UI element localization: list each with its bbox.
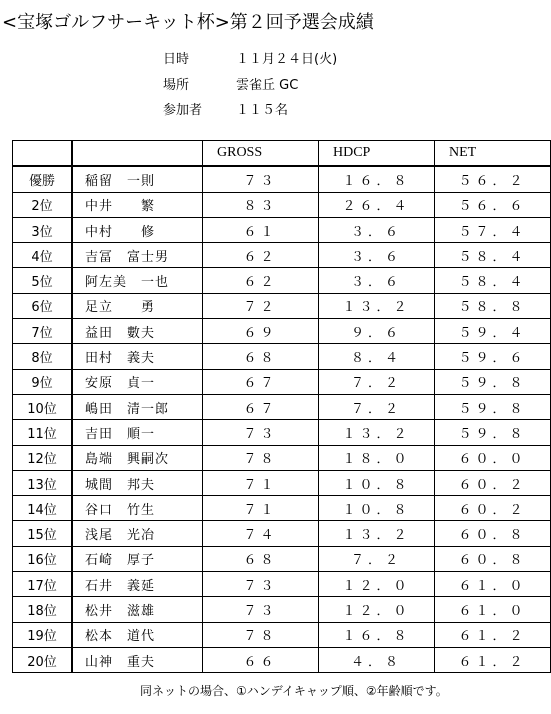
table-row <box>13 622 551 647</box>
name-cell: 嶋田 清一郎 <box>72 394 203 419</box>
gross-cell: ６８ <box>203 344 319 369</box>
net-cell: ６０．８ <box>435 521 551 546</box>
name-cell: 吉田 順一 <box>72 420 203 445</box>
rank-cell: 優勝 <box>13 166 73 192</box>
gross-cell: ６９ <box>203 319 319 344</box>
table-row <box>13 597 551 622</box>
rank-cell: 10位 <box>13 394 73 419</box>
net-cell: ５９．４ <box>435 319 551 344</box>
hdcp-cell: １０．８ <box>319 496 435 521</box>
gross-cell: ７３ <box>203 597 319 622</box>
name-cell: 谷口 竹生 <box>72 496 203 521</box>
gross-cell: ７２ <box>203 293 319 318</box>
net-cell: ６１．０ <box>435 572 551 597</box>
gross-cell: ７８ <box>203 622 319 647</box>
net-cell: ６０．０ <box>435 445 551 470</box>
results-table <box>12 140 551 673</box>
table-row <box>13 521 551 546</box>
name-cell: 中村 修 <box>72 217 203 242</box>
name-cell: 田村 義夫 <box>72 344 203 369</box>
header-row <box>13 141 551 167</box>
rank-cell: 9位 <box>13 369 73 394</box>
gross-cell: ６２ <box>203 243 319 268</box>
participants-value: １１５名 <box>236 103 289 118</box>
net-cell: ５９．６ <box>435 344 551 369</box>
hdcp-cell: １３．２ <box>319 293 435 318</box>
name-cell: 中井 繁 <box>72 192 203 217</box>
header-hdcp: HDCP <box>319 141 435 167</box>
hdcp-cell: ３．６ <box>319 243 435 268</box>
net-cell: ６１．２ <box>435 622 551 647</box>
name-cell: 島端 興嗣次 <box>72 445 203 470</box>
net-cell: ６０．２ <box>435 470 551 495</box>
results-body <box>13 166 551 672</box>
table-row <box>13 243 551 268</box>
name-cell: 石井 義延 <box>72 572 203 597</box>
rank-cell: 18位 <box>13 597 73 622</box>
rank-cell: 11位 <box>13 420 73 445</box>
hdcp-cell: ２６．４ <box>319 192 435 217</box>
gross-cell: ７８ <box>203 445 319 470</box>
header-net: NET <box>435 141 551 167</box>
date-value: １１月２４日(火) <box>236 52 338 67</box>
rank-cell: 13位 <box>13 470 73 495</box>
rank-cell: 3位 <box>13 217 73 242</box>
table-row <box>13 166 551 192</box>
gross-cell: ６７ <box>203 394 319 419</box>
table-row <box>13 293 551 318</box>
header-rank <box>13 141 73 167</box>
gross-cell: ７３ <box>203 166 319 192</box>
net-cell: ６０．８ <box>435 546 551 571</box>
table-row <box>13 647 551 672</box>
net-cell: ５９．８ <box>435 369 551 394</box>
table-row <box>13 445 551 470</box>
hdcp-cell: ８．４ <box>319 344 435 369</box>
net-cell: ５９．８ <box>435 394 551 419</box>
rank-cell: 4位 <box>13 243 73 268</box>
rank-cell: 20位 <box>13 647 73 672</box>
table-row <box>13 572 551 597</box>
net-cell: ６０．２ <box>435 496 551 521</box>
footnote: 同ネットの場合、①ハンデイキャップ順、②年齢順です。 <box>140 684 448 698</box>
table-row <box>13 470 551 495</box>
hdcp-cell: １２．０ <box>319 572 435 597</box>
table-row <box>13 394 551 419</box>
header-gross: GROSS <box>203 141 319 167</box>
hdcp-cell: ７．２ <box>319 369 435 394</box>
rank-cell: 17位 <box>13 572 73 597</box>
hdcp-cell: ７．２ <box>319 394 435 419</box>
gross-cell: ６７ <box>203 369 319 394</box>
name-cell: 城間 邦夫 <box>72 470 203 495</box>
rank-cell: 12位 <box>13 445 73 470</box>
net-cell: ５８．８ <box>435 293 551 318</box>
rank-cell: 8位 <box>13 344 73 369</box>
table-row <box>13 344 551 369</box>
hdcp-cell: １２．０ <box>319 597 435 622</box>
net-cell: ５７．４ <box>435 217 551 242</box>
gross-cell: ７３ <box>203 572 319 597</box>
rank-cell: 19位 <box>13 622 73 647</box>
name-cell: 松本 道代 <box>72 622 203 647</box>
table-row <box>13 268 551 293</box>
gross-cell: ７１ <box>203 470 319 495</box>
rank-cell: 16位 <box>13 546 73 571</box>
table-row <box>13 217 551 242</box>
table-row <box>13 420 551 445</box>
date-label: 日時 <box>163 52 190 67</box>
gross-cell: ６１ <box>203 217 319 242</box>
rank-cell: 14位 <box>13 496 73 521</box>
net-cell: ６１．０ <box>435 597 551 622</box>
gross-cell: ６６ <box>203 647 319 672</box>
name-cell: 山神 重夫 <box>72 647 203 672</box>
header-name <box>72 141 203 167</box>
hdcp-cell: １０．８ <box>319 470 435 495</box>
table-row <box>13 546 551 571</box>
hdcp-cell: １６．８ <box>319 622 435 647</box>
rank-cell: 5位 <box>13 268 73 293</box>
document-title: <宝塚ゴルフサーキット杯>第２回予選会成績 <box>2 12 374 33</box>
name-cell: 安原 貞一 <box>72 369 203 394</box>
table-row <box>13 496 551 521</box>
rank-cell: 15位 <box>13 521 73 546</box>
rank-cell: 7位 <box>13 319 73 344</box>
net-cell: ５８．４ <box>435 268 551 293</box>
gross-cell: ７３ <box>203 420 319 445</box>
hdcp-cell: １６．８ <box>319 166 435 192</box>
gross-cell: ６２ <box>203 268 319 293</box>
net-cell: ６１．２ <box>435 647 551 672</box>
table-row <box>13 319 551 344</box>
participants-label: 参加者 <box>163 103 203 118</box>
hdcp-cell: １８．０ <box>319 445 435 470</box>
name-cell: 吉冨 富士男 <box>72 243 203 268</box>
gross-cell: ６８ <box>203 546 319 571</box>
gross-cell: ７４ <box>203 521 319 546</box>
hdcp-cell: ７．２ <box>319 546 435 571</box>
hdcp-cell: ９．６ <box>319 319 435 344</box>
gross-cell: ７１ <box>203 496 319 521</box>
place-label: 場所 <box>163 78 190 93</box>
net-cell: ５８．４ <box>435 243 551 268</box>
hdcp-cell: １３．２ <box>319 420 435 445</box>
name-cell: 益田 數夫 <box>72 319 203 344</box>
table-row <box>13 192 551 217</box>
net-cell: ５９．８ <box>435 420 551 445</box>
table-row <box>13 369 551 394</box>
name-cell: 足立 勇 <box>72 293 203 318</box>
name-cell: 松井 滋雄 <box>72 597 203 622</box>
net-cell: ５６．２ <box>435 166 551 192</box>
name-cell: 稲留 一則 <box>72 166 203 192</box>
net-cell: ５６．６ <box>435 192 551 217</box>
place-value: 雲雀丘 GC <box>236 78 299 93</box>
name-cell: 石崎 厚子 <box>72 546 203 571</box>
gross-cell: ８３ <box>203 192 319 217</box>
rank-cell: 6位 <box>13 293 73 318</box>
hdcp-cell: ３．６ <box>319 268 435 293</box>
rank-cell: 2位 <box>13 192 73 217</box>
hdcp-cell: ３．６ <box>319 217 435 242</box>
hdcp-cell: ４．８ <box>319 647 435 672</box>
hdcp-cell: １３．２ <box>319 521 435 546</box>
name-cell: 浅尾 光冶 <box>72 521 203 546</box>
name-cell: 阿左美 一也 <box>72 268 203 293</box>
